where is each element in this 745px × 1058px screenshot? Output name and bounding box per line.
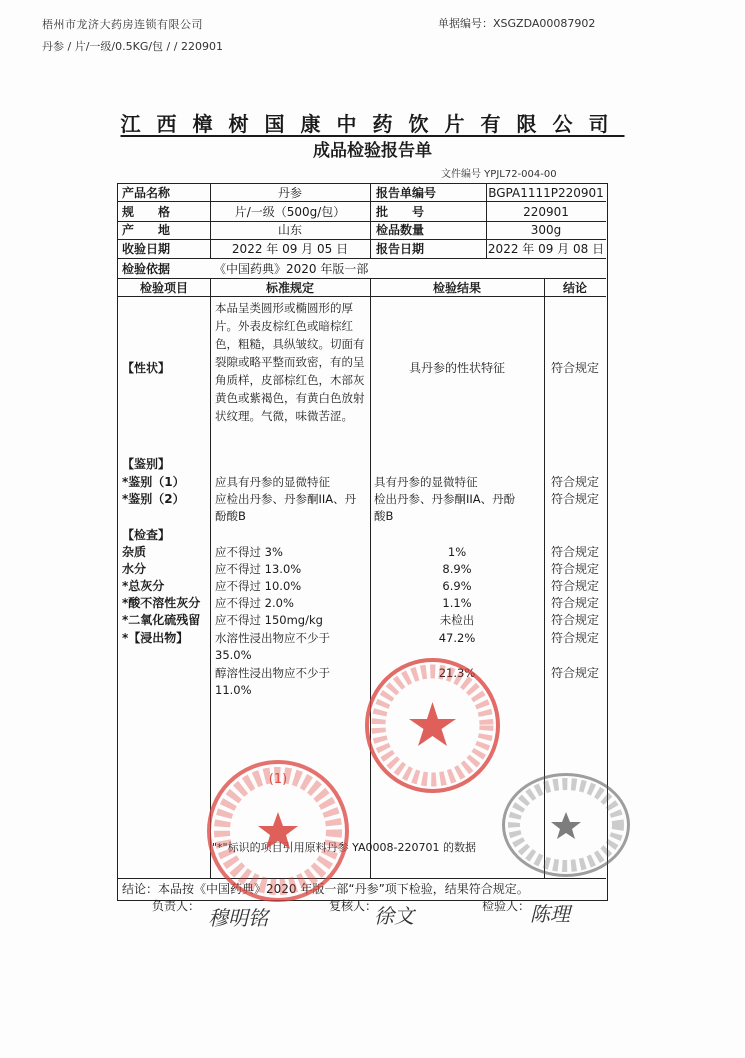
total-ash-result: 6.9% xyxy=(442,579,472,593)
product-line: 丹参 / 片/一级/0.5KG/包 / / 220901 xyxy=(42,40,223,53)
report-date-label: 报告日期 xyxy=(376,242,425,256)
seal-star-icon xyxy=(369,662,496,789)
sulfur-dioxide-name: *二氧化硫残留 xyxy=(122,613,201,627)
total-ash-standard: 应不得过 10.0% xyxy=(215,579,302,593)
basis-label: 检验依据 xyxy=(122,262,171,276)
product-name-label: 产品名称 xyxy=(122,186,171,200)
batch-value: 220901 xyxy=(523,205,569,219)
impurity-conclusion: 符合规定 xyxy=(550,545,599,559)
identification-label: 【鉴别】 xyxy=(122,457,171,471)
property-label: 【性状】 xyxy=(122,361,171,375)
supplier-seal-stamp xyxy=(502,773,630,877)
moisture-result: 8.9% xyxy=(442,562,472,576)
identification-2-standard-cont: 酚酸B xyxy=(215,509,246,523)
spec-label: 规 格 xyxy=(122,205,171,219)
identification-2-result-cont: 酸B xyxy=(374,509,394,523)
report-no-value: BGPA1111P220901 xyxy=(488,186,604,200)
col-conclusion: 结论 xyxy=(562,281,587,295)
moisture-name: 水分 xyxy=(122,562,147,576)
supplier-header: 梧州市龙济大药房连锁有限公司 xyxy=(42,18,203,31)
property-conclusion: 符合规定 xyxy=(550,361,599,375)
identification-1-name: *鉴别（1） xyxy=(122,475,185,489)
reviewer-label: 复核人： xyxy=(329,899,378,913)
report-title: 成品检验报告单 xyxy=(313,141,432,161)
supplier-star-icon xyxy=(505,776,627,874)
receive-date-label: 收验日期 xyxy=(122,242,171,256)
alcohol-extract-standard: 醇溶性浸出物应不少于 xyxy=(215,666,330,680)
identification-2-conclusion: 符合规定 xyxy=(550,492,599,506)
acid-insoluble-ash-name: *酸不溶性灰分 xyxy=(122,596,201,610)
total-ash-name: *总灰分 xyxy=(122,579,165,593)
extract-label: *【浸出物】 xyxy=(122,631,189,645)
identification-2-name: *鉴别（2） xyxy=(122,492,185,506)
receive-date-value: 2022 年 09 月 05 日 xyxy=(231,242,349,256)
acid-insoluble-ash-standard: 应不得过 2.0% xyxy=(215,596,294,610)
impurity-standard: 应不得过 3% xyxy=(215,545,283,559)
qty-label: 检品数量 xyxy=(376,223,425,237)
document-number: 文件编号 YPJL72-004-00 xyxy=(441,169,557,180)
property-result: 具丹参的性状特征 xyxy=(408,361,505,375)
acid-insoluble-ash-result: 1.1% xyxy=(442,596,472,610)
batch-label: 批 号 xyxy=(376,205,425,219)
company-seal-stamp xyxy=(365,658,500,793)
acid-insoluble-ash-conclusion: 符合规定 xyxy=(550,596,599,610)
water-extract-standard: 水溶性浸出物应不少于 xyxy=(215,631,330,645)
qc-stamp-number: (1) xyxy=(268,772,288,787)
quality-control-stamp xyxy=(207,760,349,902)
water-extract-result: 47.2% xyxy=(438,631,476,645)
reference-note: "*"标识的项目引用原料丹参 YA0008-220701 的数据 xyxy=(212,841,476,854)
col-result: 检验结果 xyxy=(432,281,481,295)
report-date-value: 2022 年 09 月 08 日 xyxy=(487,242,605,256)
moisture-conclusion: 符合规定 xyxy=(550,562,599,576)
identification-1-standard: 应具有丹参的显微特征 xyxy=(215,475,330,489)
col-item: 检验项目 xyxy=(139,281,188,295)
spec-value: 片/一级（500g/包） xyxy=(234,205,346,219)
alcohol-extract-conclusion: 符合规定 xyxy=(550,666,599,680)
sulfur-dioxide-result: 未检出 xyxy=(439,613,475,627)
sulfur-dioxide-standard: 应不得过 150mg/kg xyxy=(215,613,323,627)
impurity-name: 杂质 xyxy=(122,545,147,559)
identification-2-result: 检出丹参、丹参酮IIA、丹酚 xyxy=(374,492,516,506)
inspector-label: 检验人： xyxy=(482,899,531,913)
col-standard: 标准规定 xyxy=(265,281,314,295)
water-extract-conclusion: 符合规定 xyxy=(550,631,599,645)
responsible-signature: 穆明铭 xyxy=(208,906,268,930)
inspector-signature: 陈理 xyxy=(530,902,570,926)
inspection-label: 【检查】 xyxy=(122,528,171,542)
property-standard: 本品呈类圆形或椭圆形的厚片。外表皮棕红色或暗棕红色，粗糙，具纵皱纹。切面有裂隙或略平整而致密，有的呈角质样，皮部棕红色，木部灰黄色或紫褐色，有黄白色放射状纹理。气微，味微苦涩。 xyxy=(215,301,365,423)
bill-number: 单据编号：XSGZDA00087902 xyxy=(438,17,596,30)
moisture-standard: 应不得过 13.0% xyxy=(215,562,302,576)
total-ash-conclusion: 符合规定 xyxy=(550,579,599,593)
report-no-label: 报告单编号 xyxy=(376,186,437,200)
water-extract-standard-cont: 35.0% xyxy=(215,648,252,662)
reviewer-signature: 徐文 xyxy=(374,904,414,928)
basis-value: 《中国药典》2020 年版一部 xyxy=(214,262,369,276)
impurity-result: 1% xyxy=(447,545,467,559)
origin-label: 产 地 xyxy=(122,223,171,237)
product-name-value: 丹参 xyxy=(277,186,302,200)
company-name: 江西樟树国康中药饮片有限公司 xyxy=(120,112,625,136)
identification-1-result: 具有丹参的显微特征 xyxy=(374,475,478,489)
identification-2-standard: 应检出丹参、丹参酮IIA、丹 xyxy=(215,492,357,506)
final-conclusion: 结论：本品按《中国药典》2020 年版一部“丹参”项下检验，结果符合规定。 xyxy=(122,882,529,896)
identification-1-conclusion: 符合规定 xyxy=(550,475,599,489)
origin-value: 山东 xyxy=(277,223,302,237)
responsible-label: 负责人： xyxy=(152,899,201,913)
alcohol-extract-standard-cont: 11.0% xyxy=(215,683,252,697)
sulfur-dioxide-conclusion: 符合规定 xyxy=(550,613,599,627)
alcohol-extract-result: 21.3% xyxy=(438,666,476,680)
qty-value: 300g xyxy=(530,223,562,237)
